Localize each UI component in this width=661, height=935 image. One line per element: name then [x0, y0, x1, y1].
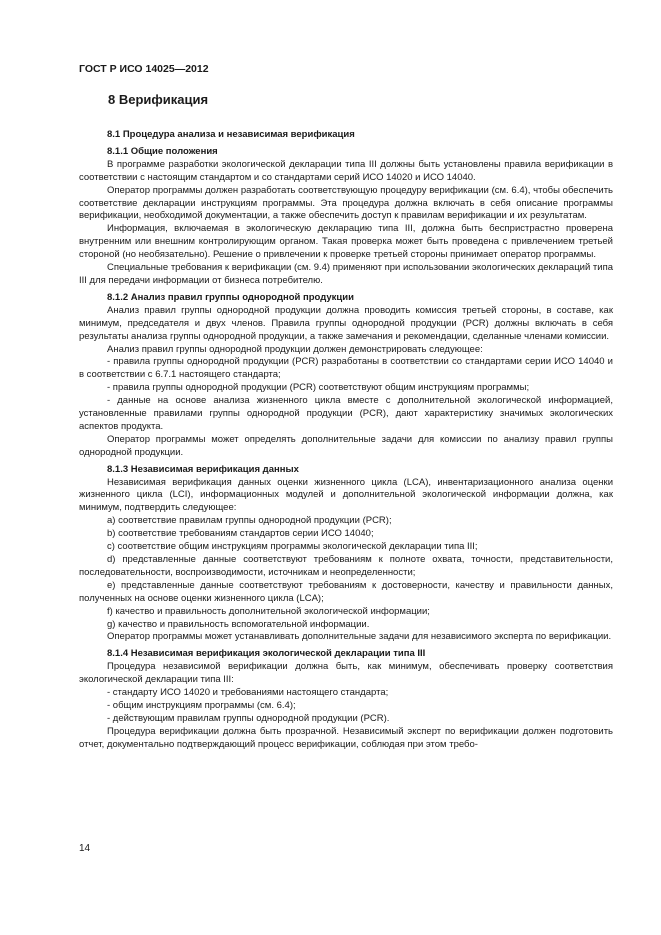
paragraph: c) соответствие общим инструкциям программы экологической декларации типа III;	[107, 541, 478, 553]
paragraph: Анализ правил группы однородной продукции должен демонстрировать следующее:	[107, 343, 483, 355]
document-header: ГОСТ Р ИСО 14025—2012	[79, 63, 209, 75]
paragraph: - стандарту ИСО 14020 и требованиями настоящего стандарта;	[107, 687, 389, 699]
paragraph: e) представленные данные соответствуют требованиям к достоверности, качеству и правильности данных, полученных на основе оценки жизненного цикла (LCA);	[79, 579, 613, 604]
paragraph: - общим инструкциям программы (см. 6.4);	[107, 699, 296, 711]
paragraph: Оператор программы может определять дополнительные задачи для комиссии по анализу правил группы однородной продукции.	[79, 433, 613, 458]
paragraph: a) соответствие правилам группы однородной продукции (PCR);	[107, 515, 392, 527]
paragraph: Оператор программы должен разработать соответствующую процедуру верификации (см. 6.4), чтобы обеспечить соответствие декларации инструкциям программы. Эта процедура должна включать в себя описание программы верификации, необходимой документации, а также обеспечить доступ к правилам верификации и их результатам.	[79, 184, 613, 222]
subsection-heading: 8.1.1 Общие положения	[107, 145, 218, 157]
paragraph: - данные на основе анализа жизненного цикла вместе с дополнительной экологической информацией, установленные правилами группы однородной продукции (PCR), дают характеристику значимых экологических аспектов продукта.	[79, 395, 613, 432]
paragraph: Процедура верификации должна быть прозрачной. Независимый эксперт по верификации должен подготовить отчет, документально подтверждающий процесс верификации, соблюдая при этом требо-	[79, 725, 613, 750]
paragraph: - правила группы однородной продукции (PCR) разработаны в соответствии со стандартами серии ИСО 14040 и в соответствии с 6.7.1 настоящего стандарта;	[79, 356, 613, 381]
paragraph: Оператор программы может устанавливать дополнительные задачи для независимого эксперта по верификации.	[107, 631, 612, 643]
paragraph: Анализ правил группы однородной продукции должна проводить комиссия третьей стороны, в составе, как минимум, председателя и двух членов. Правила группы однородной продукции (PCR) должны включать в себя результаты анализа группы однородной продукции, а также замечания и рекомендации, сделанные членами комиссии.	[79, 304, 613, 342]
paragraph: - действующим правилам группы однородной продукции (PCR).	[107, 712, 390, 724]
page-number: 14	[79, 843, 91, 854]
paragraph: g) качество и правильность вспомогательной информации.	[107, 618, 370, 630]
paragraph: Независимая верификация данных оценки жизненного цикла (LCA), инвентаризационного анализа оценки жизненного цикла (LCI), информационных модулей и дополнительной экологической информации должна, как минимум, подтвердить следующее:	[79, 476, 613, 514]
paragraph: f) качество и правильность дополнительной экологической информации;	[107, 605, 430, 617]
section-title: 8 Верификация	[108, 92, 209, 107]
subsection-heading: 8.1.4 Независимая верификация экологической декларации типа III	[107, 648, 426, 660]
paragraph: Информация, включаемая в экологическую декларацию типа III, должна быть беспристрастно проверена внутренним или внешним контролирующим органом. Такая проверка может быть проведена с привлечением третьей стороной (но необязательно). Решение о привлечении к проверке третьей стороны принимает оператор программы.	[79, 223, 613, 261]
document-body	[79, 122, 613, 752]
paragraph: b) соответствие требованиям стандартов серии ИСО 14040;	[107, 528, 374, 540]
paragraph: Процедура независимой верификации должна быть, как минимум, обеспечивать проверку соответствия экологической декларации типа III:	[79, 661, 613, 686]
paragraph: - правила группы однородной продукции (PCR) соответствуют общим инструкциям программы;	[107, 382, 530, 394]
paragraph: В программе разработки экологической декларации типа III должны быть установлены правила верификации в соответствии с настоящим стандартом и со стандартами серий ИСО 14020 и ИСО 14040.	[79, 158, 613, 183]
subsection-heading: 8.1.2 Анализ правил группы однородной продукции	[107, 291, 354, 303]
subsection-heading: 8.1.3 Независимая верификация данных	[107, 463, 299, 475]
subsection-heading: 8.1 Процедура анализа и независимая верификация	[107, 129, 355, 140]
paragraph: Специальные требования к верификации (см. 9.4) применяют при использовании экологических деклараций типа III для передачи информации от бизнеса потребителю.	[79, 262, 613, 286]
paragraph: d) представленные данные соответствуют требованиям к полноте охвата, точности, представительности, последовательности, воспроизводимости, источникам и неопределенности;	[79, 554, 613, 578]
